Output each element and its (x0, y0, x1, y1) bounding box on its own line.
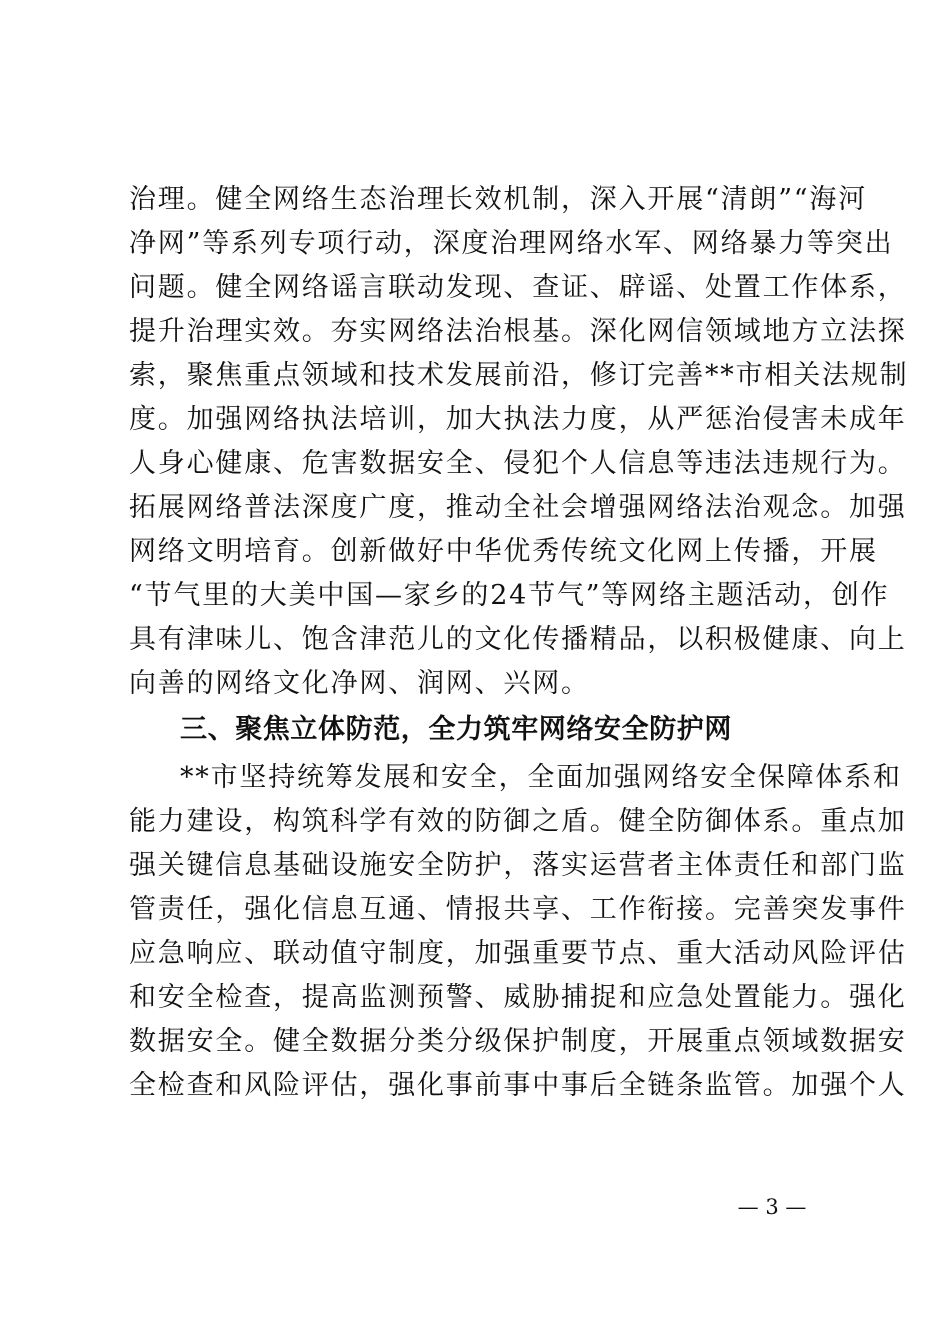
text-line: 问题。健全网络谣言联动发现、查证、辟谣、处置工作体系， (129, 272, 907, 303)
text-line: 具有津味儿、饱含津范儿的文化传播精品，以积极健康、向上 (129, 624, 907, 655)
text-line: 强关键信息基础设施安全防护，落实运营者主体责任和部门监 (129, 850, 907, 881)
page-number: — 3 — (737, 1195, 807, 1219)
text-line: 人身心健康、危害数据安全、侵犯个人信息等违法违规行为。 (129, 448, 907, 479)
paragraph-first-line: **市坚持统筹发展和安全，全面加强网络安全保障体系和 (180, 762, 902, 793)
text-line: 拓展网络普法深度广度，推动全社会增强网络法治观念。加强 (129, 492, 907, 523)
text-line: 索，聚焦重点领域和技术发展前沿，修订完善**市相关法规制 (129, 360, 909, 391)
text-line: 全检查和风险评估，强化事前事中事后全链条监管。加强个人 (129, 1070, 907, 1101)
text-line: “节气里的大美中国—家乡的24节气”等网络主题活动，创作 (129, 580, 890, 611)
section-heading: 三、聚焦立体防范，全力筑牢网络安全防护网 (180, 714, 732, 745)
text-line: 管责任，强化信息互通、情报共享、工作衔接。完善突发事件 (129, 894, 907, 925)
text-line: 数据安全。健全数据分类分级保护制度，开展重点领域数据安 (129, 1026, 907, 1057)
text-line: 度。加强网络执法培训，加大执法力度，从严惩治侵害未成年 (129, 404, 907, 435)
text-line: 治理。健全网络生态治理长效机制，深入开展“清朗”“海河 (129, 184, 868, 215)
text-line: 能力建设，构筑科学有效的防御之盾。健全防御体系。重点加 (129, 806, 907, 837)
text-line: 网络文明培育。创新做好中华优秀传统文化网上传播，开展 (129, 536, 878, 567)
text-line: 应急响应、联动值守制度，加强重要节点、重大活动风险评估 (129, 938, 907, 969)
text-line: 提升治理实效。夯实网络法治根基。深化网信领域地方立法探 (129, 316, 907, 347)
text-line: 和安全检查，提高监测预警、威胁捕捉和应急处置能力。强化 (129, 982, 907, 1013)
text-line: 净网”等系列专项行动，深度治理网络水军、网络暴力等突出 (129, 228, 894, 259)
text-line: 向善的网络文化净网、润网、兴网。 (129, 668, 590, 699)
